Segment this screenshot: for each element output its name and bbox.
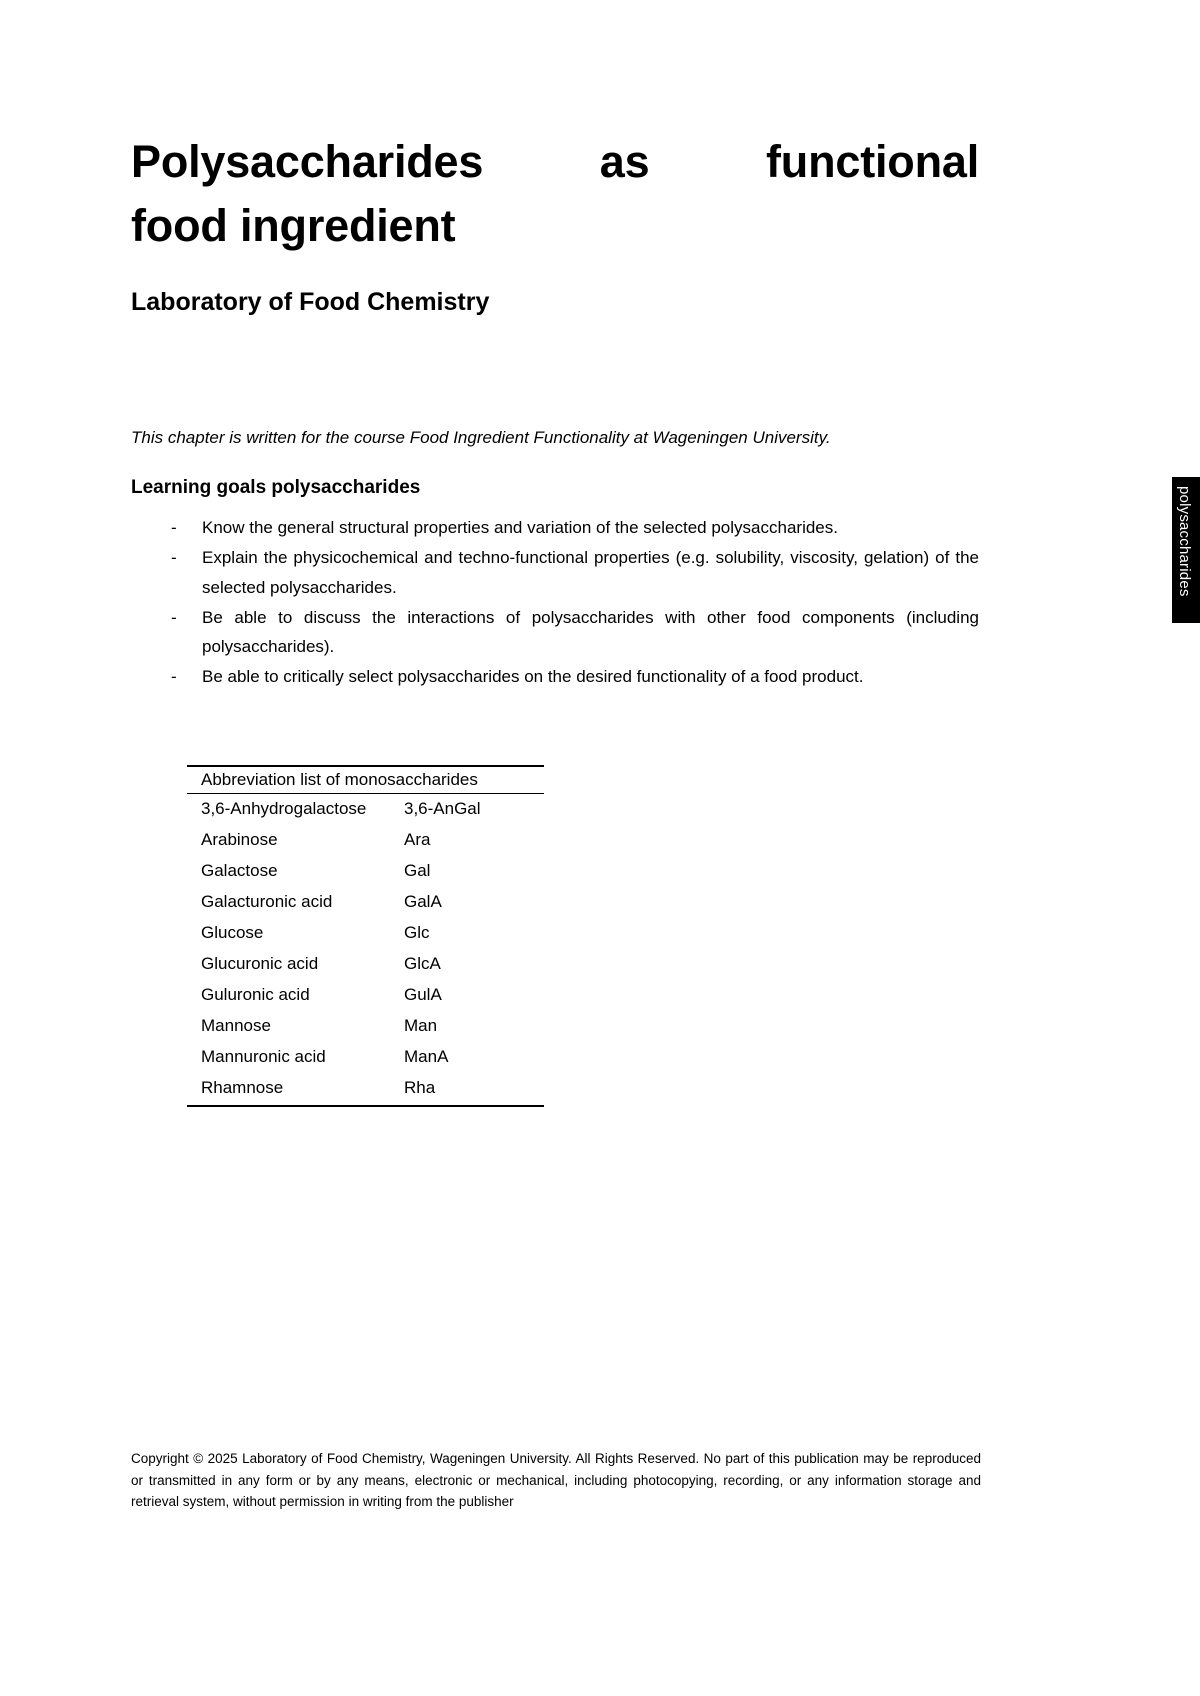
- monosaccharide-name: Mannuronic acid: [201, 1046, 326, 1066]
- abbreviation-table: [187, 765, 544, 1106]
- table-row: [187, 794, 544, 825]
- monosaccharide-name: Glucuronic acid: [201, 954, 319, 974]
- table-row: [187, 1011, 544, 1042]
- list-item-text: Be able to discuss the interactions of polysaccharides with other food components (including polysaccharides).: [202, 607, 979, 657]
- page-title-line-2: food ingredient: [131, 199, 456, 251]
- learning-goals-list: [131, 513, 981, 691]
- table-row: [187, 1073, 544, 1106]
- monosaccharide-name: Galactose: [201, 861, 278, 881]
- monosaccharide-name: Arabinose: [201, 830, 278, 850]
- list-item: [131, 603, 979, 661]
- page-content: [131, 130, 981, 1107]
- monosaccharide-name: Guluronic acid: [201, 985, 310, 1005]
- list-item-text: Explain the physicochemical and techno-functional properties (e.g. solubility, viscosity, gelation) of the selected polysaccharides.: [202, 548, 979, 597]
- monosaccharide-name: Galacturonic acid: [201, 892, 333, 912]
- bullet-marker: -: [171, 667, 177, 687]
- table-row: [187, 887, 544, 918]
- abbreviation-table-caption: Abbreviation list of monosaccharides: [187, 765, 544, 794]
- monosaccharide-abbr: Glc: [404, 923, 430, 943]
- monosaccharide-abbr: GulA: [404, 985, 442, 1005]
- monosaccharide-abbr: ManA: [404, 1046, 449, 1066]
- table-row: [187, 825, 544, 856]
- page-subtitle: Laboratory of Food Chemistry: [131, 287, 490, 316]
- chapter-side-tab: [1172, 477, 1200, 623]
- bullet-marker: -: [171, 518, 177, 538]
- table-row: [187, 856, 544, 887]
- table-row: [187, 949, 544, 980]
- table-row: [187, 1042, 544, 1073]
- list-item-text: Be able to critically select polysaccharides on the desired functionality of a food product.: [202, 667, 864, 687]
- list-item-text: Know the general structural properties and variation of the selected polysaccharides.: [202, 518, 838, 538]
- bullet-marker: -: [171, 607, 177, 627]
- list-item: [131, 513, 979, 542]
- monosaccharide-abbr: Man: [404, 1016, 438, 1036]
- chapter-side-tab-label: polysaccharides: [1176, 486, 1193, 597]
- list-item: [131, 662, 979, 691]
- chapter-note: This chapter is written for the course Food Ingredient Functionality at Wageningen University.: [131, 428, 831, 448]
- learning-goals-heading: Learning goals polysaccharides: [131, 477, 421, 499]
- monosaccharide-abbr: 3,6-AnGal: [404, 799, 481, 819]
- list-item: [131, 543, 979, 601]
- monosaccharide-abbr: Gal: [404, 861, 431, 881]
- table-row: [187, 980, 544, 1011]
- monosaccharide-name: 3,6-Anhydrogalactose: [201, 799, 367, 819]
- monosaccharide-abbr: GalA: [404, 892, 442, 912]
- monosaccharide-abbr: Ara: [404, 830, 431, 850]
- monosaccharide-name: Rhamnose: [187, 1073, 396, 1106]
- page-title: [131, 130, 981, 258]
- monosaccharide-abbr: Rha: [396, 1073, 544, 1106]
- copyright-footer: Copyright © 2025 Laboratory of Food Chemistry, Wageningen University. All Rights Reserved. No part of this publication may be reproduced or transmitted in any form or by any means, electronic or mechanical, including photocopying, recording, or any information storage and retrieval system, without permission in writing from the publisher: [131, 1451, 981, 1510]
- monosaccharide-abbr: GlcA: [404, 954, 441, 974]
- bullet-marker: -: [171, 548, 177, 568]
- table-row: [187, 918, 544, 949]
- monosaccharide-name: Glucose: [201, 923, 264, 943]
- monosaccharide-name: Mannose: [201, 1016, 271, 1036]
- page-title-line-1: Polysaccharides as functional: [131, 136, 979, 187]
